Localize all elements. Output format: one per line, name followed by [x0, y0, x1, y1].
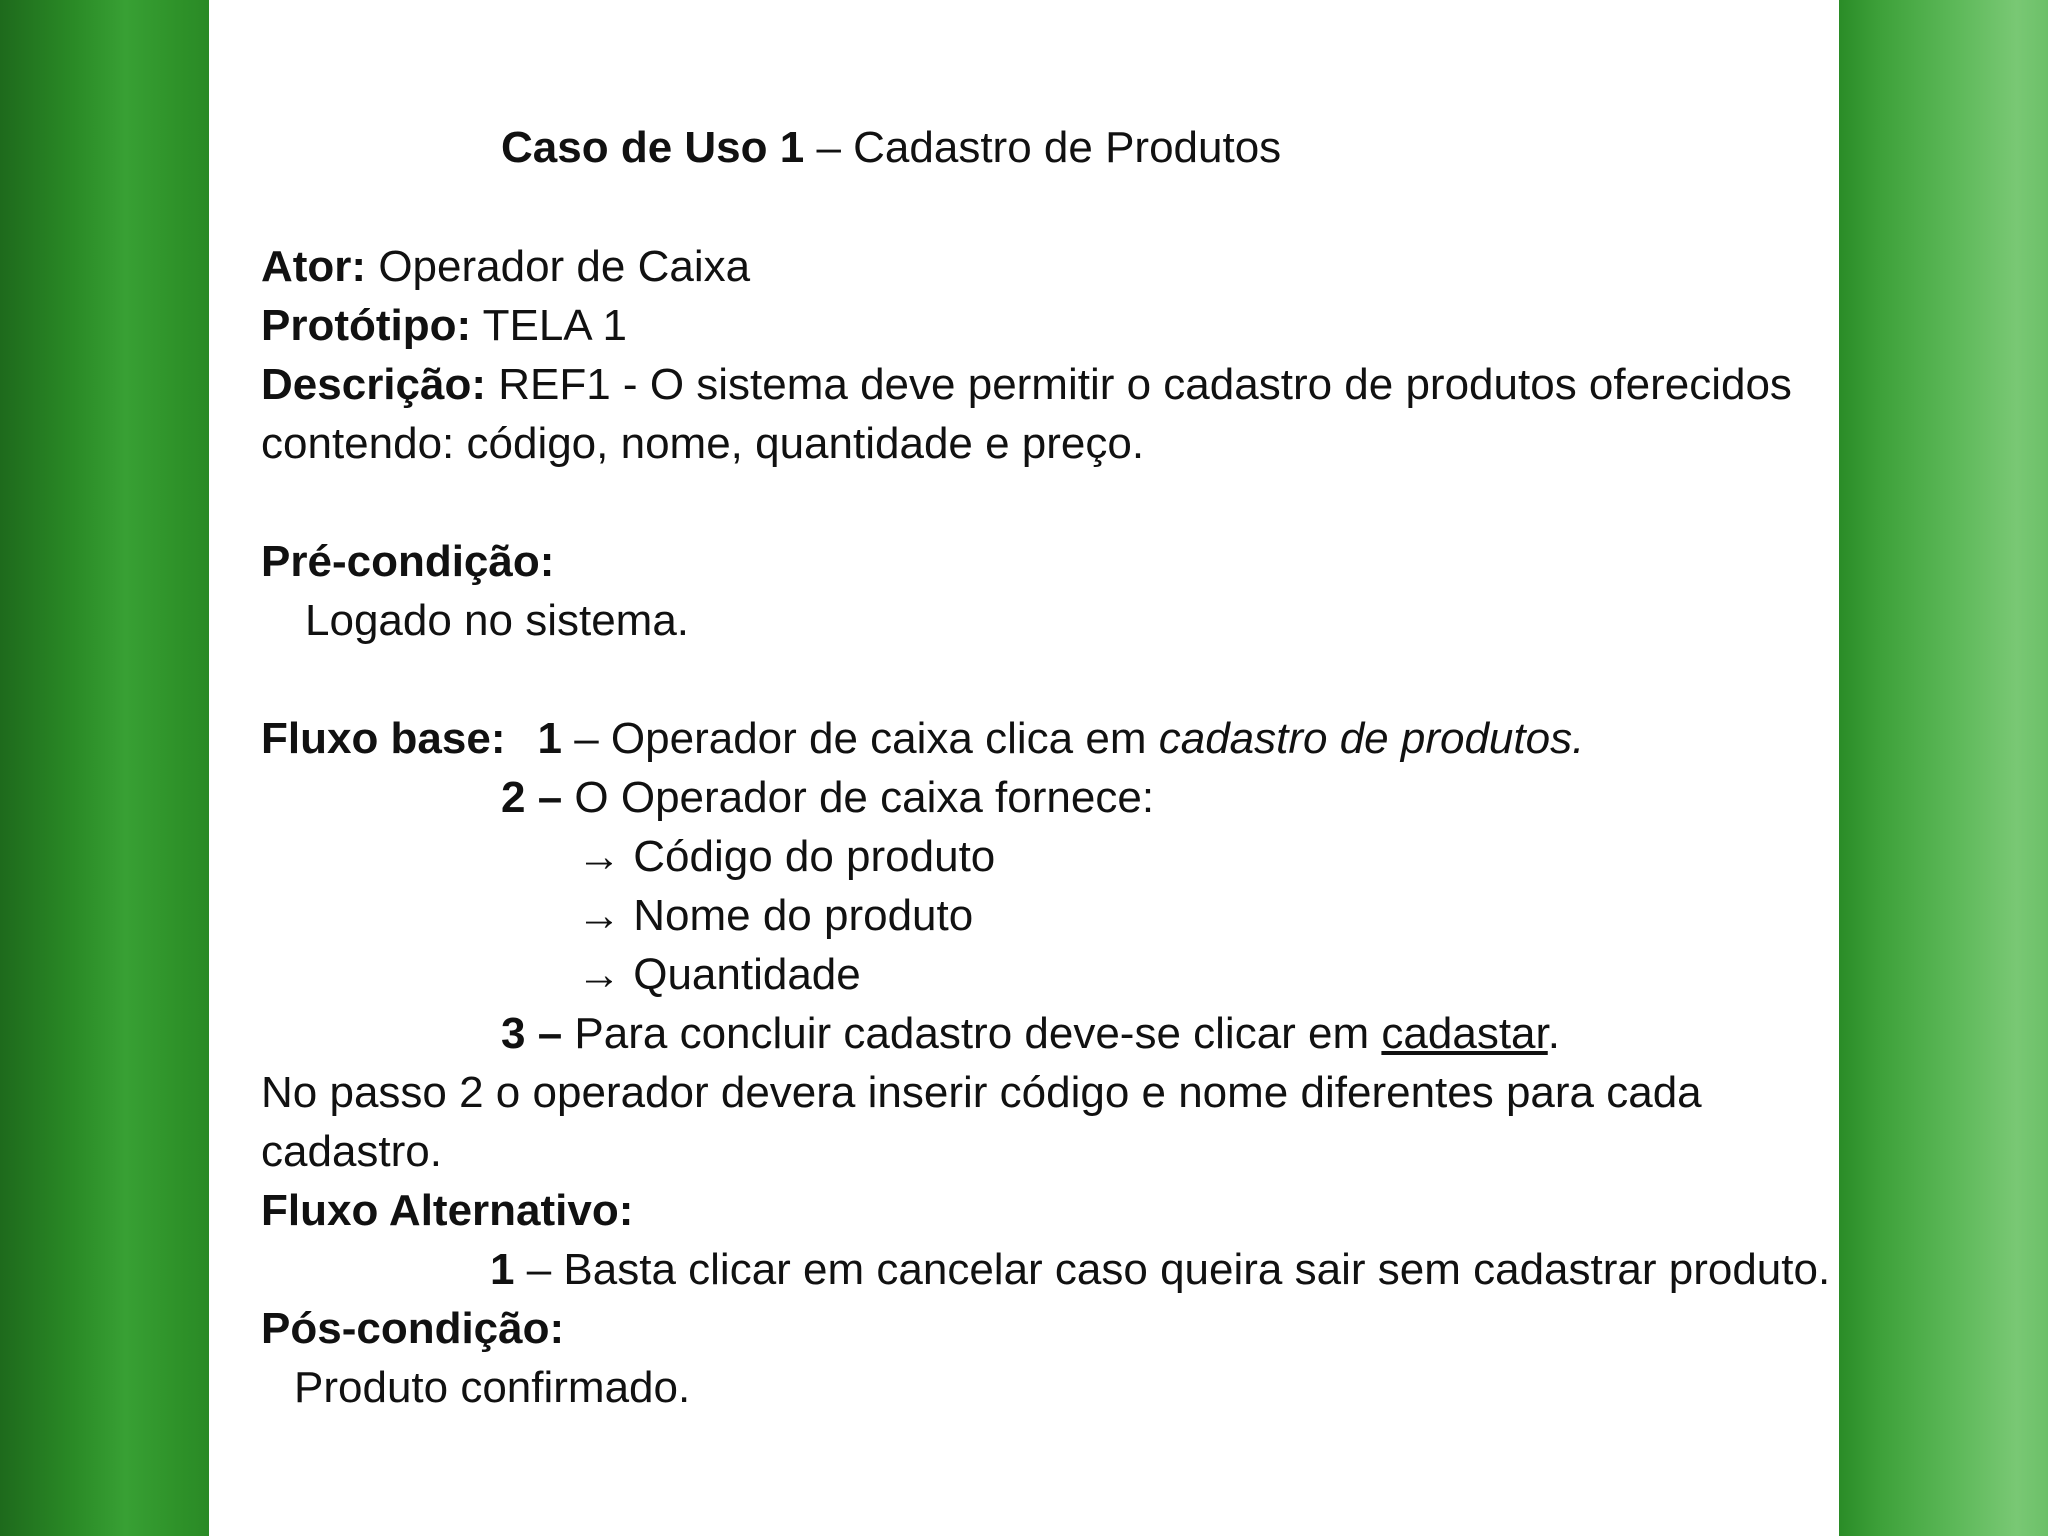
- document-page: [209, 0, 1839, 1536]
- descricao-value-line2: contendo: código, nome, quantidade e preço.: [261, 419, 1145, 468]
- fluxo-alternativo-heading: [261, 1181, 633, 1240]
- ator-row: [261, 237, 750, 296]
- fluxo-base-step3-end: .: [1547, 1009, 1560, 1058]
- poscondicao-heading: [261, 1299, 564, 1358]
- fluxo-alternativo-step1: [490, 1240, 1830, 1299]
- list-item: → Código do produto: [577, 832, 996, 881]
- ator-label: Ator:: [261, 242, 367, 291]
- fluxo-base-step3: [501, 1004, 1560, 1063]
- descricao-row-2: [261, 414, 1144, 473]
- fluxo-base-step2-text: O Operador de caixa fornece:: [562, 773, 1155, 822]
- ator-value: Operador de Caixa: [366, 242, 751, 291]
- fluxo-alternativo-label: Fluxo Alternativo:: [261, 1186, 634, 1235]
- precondicao-label: Pré-condição:: [261, 537, 555, 586]
- descricao-row: [261, 355, 1792, 414]
- title-rest: – Cadastro de Produtos: [804, 123, 1282, 172]
- list-item: → Quantidade: [577, 950, 861, 999]
- list-item: → Nome do produto: [577, 891, 974, 940]
- left-decorative-bar: [0, 0, 209, 1536]
- prototipo-value: TELA 1: [471, 301, 627, 350]
- fluxo-alternativo-step1-number: 1: [490, 1245, 515, 1294]
- precondicao-value: Logado no sistema.: [305, 596, 690, 645]
- precondicao-heading: [261, 532, 554, 591]
- poscondicao-row: [294, 1358, 690, 1417]
- fluxo-base-row: [261, 709, 1584, 768]
- descricao-value-line1: REF1 - O sistema deve permitir o cadastro de produtos oferecidos: [486, 360, 1792, 409]
- fluxo-base-step2-number: 2 –: [501, 773, 563, 822]
- poscondicao-label: Pós-condição:: [261, 1304, 565, 1353]
- precondicao-row: [305, 591, 689, 650]
- fluxo-base-note-line1: No passo 2 o operador devera inserir código e nome diferentes para cada: [261, 1068, 1702, 1117]
- cadastrar-link: cadastar: [1381, 1009, 1548, 1058]
- fluxo-base-step3-number: 3 –: [501, 1009, 563, 1058]
- fluxo-base-note-line2: cadastro.: [261, 1127, 442, 1176]
- prototipo-row: [261, 296, 627, 355]
- fluxo-base-step3-text: Para concluir cadastro deve-se clicar em: [562, 1009, 1382, 1058]
- fluxo-base-step2: [501, 768, 1154, 827]
- poscondicao-value: Produto confirmado.: [294, 1363, 691, 1412]
- use-case-document: [209, 0, 1839, 1536]
- fluxo-base-step1-italic: cadastro de produtos.: [1158, 714, 1585, 763]
- page-title: [501, 118, 1281, 177]
- fluxo-base-note-2: [261, 1122, 442, 1181]
- fluxo-base-step1-number: 1: [537, 714, 562, 763]
- prototipo-label: Protótipo:: [261, 301, 472, 350]
- descricao-label: Descrição:: [261, 360, 487, 409]
- right-decorative-bar: [1839, 0, 2048, 1536]
- fluxo-base-note: [261, 1063, 1702, 1122]
- fluxo-alternativo-step1-text: – Basta clicar em cancelar caso queira sair sem cadastrar produto.: [514, 1245, 1831, 1294]
- fluxo-base-label: Fluxo base:: [261, 714, 506, 763]
- fluxo-base-step1-text: – Operador de caixa clica em: [561, 714, 1159, 763]
- title-bold: Caso de Uso 1: [501, 123, 805, 172]
